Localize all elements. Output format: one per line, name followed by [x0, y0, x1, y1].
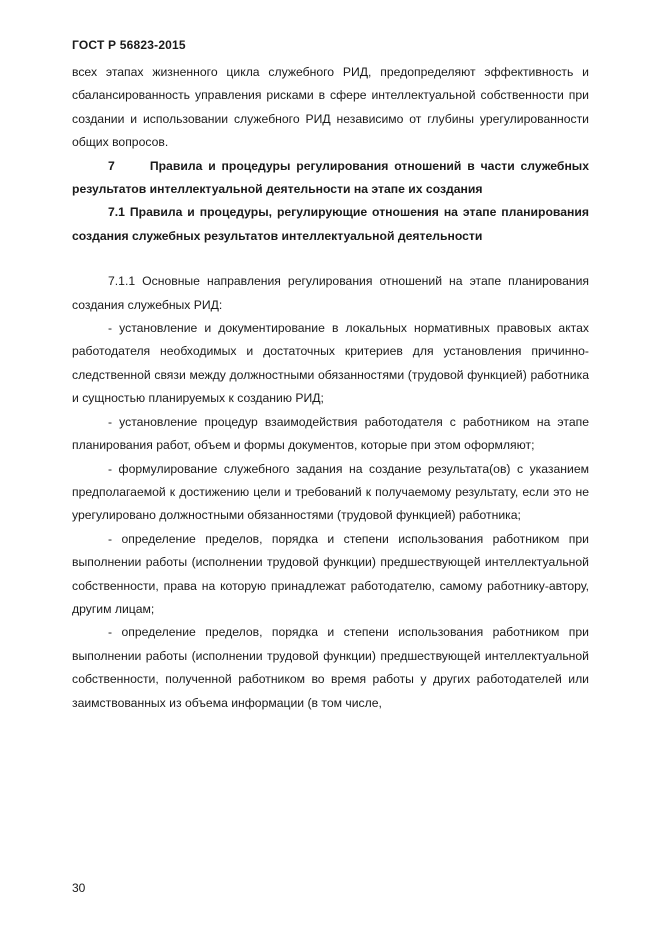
list-item: - установление процедур взаимодействия работодателя с работником на этапе планирования работ, объем и формы документов, которые при этом оформляют;	[72, 414, 589, 453]
list-item: - определение пределов, порядка и степени использования работником при выполнении работы (исполнении трудовой функции) предшествующей интеллектуальной собственности, полученной работником во время работы у других работодателей или заимствованных из объема информации (в том числе,	[72, 625, 589, 710]
subsection-title: 7.1 Правила и процедуры, регулирующие отношения на этапе планирования создания служебных результатов интеллектуальной деятельности	[72, 205, 589, 243]
intro-paragraph: всех этапах жизненного цикла служебного РИД, предопределяют эффективность и сбалансированность управления рисками в сфере интеллектуальной собственности при создании и использовании служебного РИД независимо от глубины урегулированности общих вопросов.	[72, 65, 589, 150]
paragraph-7-1-1: 7.1.1 Основные направления регулирования отношений на этапе планирования создания служебных РИД:	[72, 274, 589, 312]
section-title: 7 Правила и процедуры регулирования отношений в части служебных результатов интеллектуальной деятельности на этапе их создания	[72, 158, 593, 197]
page-number: 30	[72, 881, 86, 895]
document-header: ГОСТ Р 56823-2015	[72, 38, 186, 52]
document-body	[72, 61, 593, 715]
list-item: - формулирование служебного задания на создание результата(ов) с указанием предполагаемой к достижению цели и требований к получаемому результату, если это не урегулировано должностными обязанностями (трудовой функцией) работника;	[72, 461, 589, 523]
list-item: - определение пределов, порядка и степени использования работником при выполнении работы (исполнении трудовой функции) предшествующей интеллектуальной собственности, права на которую принадлежат работодателю, самому работнику-автору, другим лицам;	[72, 531, 589, 616]
list-item: - установление и документирование в локальных нормативных правовых актах работодателя необходимых и достаточных критериев для установления причинно-следственной связи между должностными обязанностями (трудовой функцией) работника и сущностью планируемых к созданию РИД;	[72, 321, 589, 406]
